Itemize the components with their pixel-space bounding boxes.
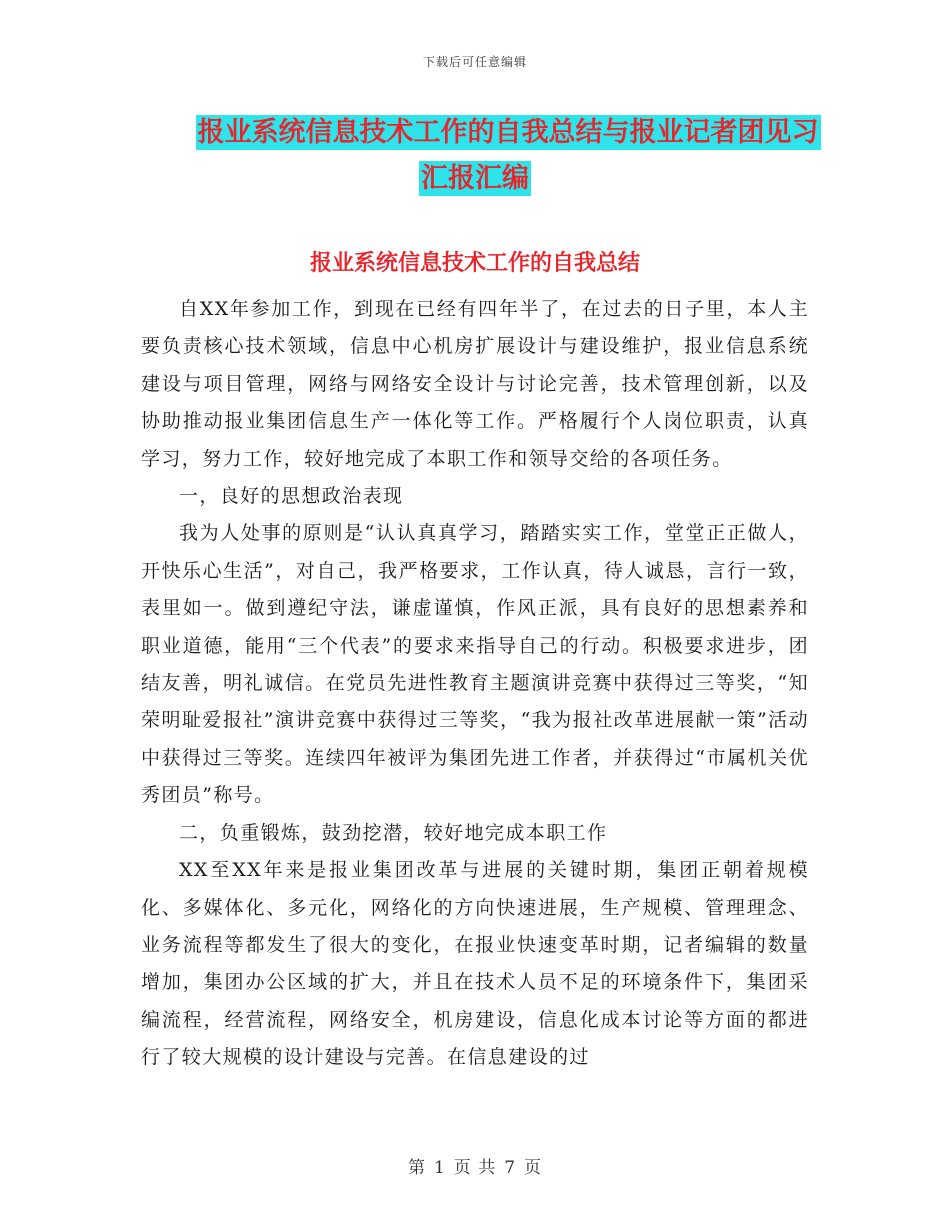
footer-middle: 页 共 [453, 1158, 497, 1178]
header-note: 下载后可任意编辑 [422, 55, 527, 69]
body-text [141, 291, 809, 1077]
footer-prefix: 第 [407, 1158, 426, 1178]
footer-total-pages: 7 [504, 1158, 517, 1178]
section-title: 报业系统信息技术工作的自我总结 [309, 251, 640, 276]
paragraph-political: 我为人处事的原则是“认认真真学习，踏踏实实工作，堂堂正正做人，开快乐心生活”，对自己，我严格要求，工作认真，待人诚恳，言行一致，表里如一。做到遵纪守法，谦虚谨慎，作风正派，具有良好的思想素养和职业道德，能用“三个代表”的要求来指导自己的行动。积极要求进步，团结友善，明礼诚信。在党员先进性教育主题演讲竞赛中获得过三等奖，“知荣明耻爱报社”演讲竞赛中获得过三等奖，“我为报社改革进展献一策”活动中获得过三等奖。连续四年被评为集团先进工作者，并获得过“市属机关优秀团员”称号。 [141, 522, 809, 807]
heading-political: 一，良好的思想政治表现 [179, 485, 404, 508]
page-footer [0, 1153, 950, 1178]
paragraph-work: XX至XX年来是报业集团改革与进展的关键时期，集团正朝着规模化、多媒体化、多元化，网络化的方向快速进展，生产规模、管理理念、业务流程等都发生了很大的变化，在报业快速变革时期，记者编辑的数量增加，集团办公区域的扩大，并且在技术人员不足的环境条件下，集团采编流程，经营流程，网络安全，机房建设，信息化成本讨论等方面的都进行了较大规模的设计建设与完善。在信息建设的过 [141, 859, 809, 1069]
footer-current-page: 1 [433, 1158, 446, 1178]
heading-work: 二，负重锻炼，鼓劲挖潜，较好地完成本职工作 [179, 821, 608, 844]
document-title [0, 110, 950, 202]
footer-suffix: 页 [524, 1158, 543, 1178]
title-line-2: 汇报汇编 [421, 163, 529, 194]
paragraph-intro: 自XX年参加工作，到现在已经有四年半了，在过去的日子里，本人主要负责核心技术领域，信息中心机房扩展设计与建设维护，报业信息系统建设与项目管理，网络与网络安全设计与讨论完善，技术管理创新，以及协助推动报业集团信息生产一体化等工作。严格履行个人岗位职责，认真学习，努力工作，较好地完成了本职工作和领导交给的各项任务。 [141, 298, 809, 470]
title-line-1: 报业系统信息技术工作的自我总结与报业记者团见习 [197, 117, 819, 148]
